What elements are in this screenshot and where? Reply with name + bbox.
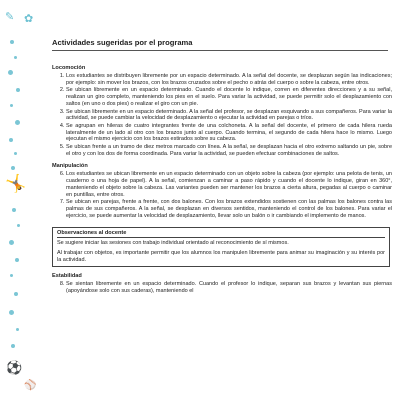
sidebar-dot	[10, 40, 14, 44]
list-item: 8. Se sientan libremente en un espacio determinado. Cuando el profesor lo indique, separan sus brazos y levantan sus piernas (apoyándose solo con sus caderas), manteniendo el	[66, 281, 392, 294]
sidebar-dot	[14, 56, 17, 59]
observations-box	[52, 227, 390, 267]
list-item: 5. Se ubican frente a un tramo de diez metros marcado con línea. A la señal, se desplazan hacia el otro extremo saltando un pie, sobre el otro y con los dos de forma coordinada. Para variar la actividad, se pueden efectuar combinaciones de saltos.	[66, 144, 392, 157]
document-page	[52, 38, 392, 296]
sidebar-dot	[12, 208, 16, 212]
child-figure-icon: 🤸	[5, 174, 27, 193]
observation-paragraph: Al trabajar con objetos, es importante permitir que los alumnos los manipulen libremente para animar su imaginación y su interés por la actividad.	[57, 250, 385, 263]
sidebar-icon-top-right: ✿	[24, 13, 34, 25]
sidebar-dot	[9, 310, 14, 315]
sidebar-dot	[9, 138, 13, 142]
sidebar-icon-top: ✎	[5, 11, 15, 23]
sidebar-dot	[16, 328, 19, 331]
sidebar-dot	[8, 70, 13, 75]
ball-icon: ⚽	[6, 360, 23, 375]
sidebar-dot	[14, 152, 17, 155]
observations-heading: Observaciones al docente	[57, 230, 385, 238]
list-item: 4. Se agrupan en hileras de cuatro integrantes frente de una colchoneta. A la señal del docente, el primero de cada hilera rueda lateralmente de un lado al otro con los brazos junto al cuerpo. Cuando termina, el segundo de cada hilera hace lo mismo. Luego ejecutan el mismo ejercicio con los brazos estirados sobre su cabeza.	[66, 123, 392, 143]
sidebar-dot	[15, 258, 19, 262]
locomocion-list	[52, 73, 392, 157]
sidebar-dot	[10, 274, 13, 277]
page-title: Actividades sugeridas por el programa	[52, 38, 193, 47]
observation-paragraph: Se sugiere iniciar las sesiones con trabajo individual orientado al reconocimiento de sí mismos.	[57, 240, 289, 247]
manipulacion-list	[52, 171, 392, 219]
sidebar-dot	[10, 104, 13, 107]
section-heading-manipulacion: Manipulación	[52, 163, 88, 170]
sidebar-dot	[11, 344, 15, 348]
list-item: 2. Se ubican libremente en un espacio determinado. Cuando el docente lo indique, corren en diferentes direcciones y a su señal, realizan un giro completo, manteniendo los pies en el suelo. Para variar la actividad, se puede permitir solo el desplazamiento con saltos (en uno o dos pies) o realizar el giro con un pie.	[66, 87, 392, 107]
sidebar-dot	[14, 292, 18, 296]
estabilidad-list	[52, 281, 392, 294]
sidebar-dot	[16, 88, 20, 92]
decorative-sidebar	[0, 0, 42, 400]
sidebar-dot	[15, 120, 20, 125]
list-item: 3. Se ubican libremente en un espacio determinado. A la señal del profesor, se desplazan esquivando a sus compañeros. Para variar la actividad, se puede cambiar la velocidad de desplazamiento o ejecutar la actividad en parejas o tríos.	[66, 109, 392, 122]
sidebar-dot	[9, 240, 14, 245]
sidebar-dot	[11, 166, 15, 170]
section-heading-locomocion: Locomoción	[52, 65, 86, 71]
section-heading-estabilidad: Estabilidad	[52, 273, 82, 280]
title-divider	[52, 50, 388, 51]
list-item: 6. Los estudiantes se ubican libremente en un espacio determinado con un objeto sobre la cabeza (por ejemplo: una pelota de tenis, un cuaderno o una hoja de papel). A la señal, comienzan a caminar a paso rápido y cuando el docente lo indique, giran en 360°, manteniendo el objeto sobre la cabeza. Las variantes pueden ser mantener los brazos a cierta altura, pegadas al cuerpo o caminar en puntillas, entre otros.	[66, 171, 392, 198]
ball-icon: ⚾	[24, 380, 37, 391]
sidebar-dot	[17, 224, 20, 227]
list-item: 1. Los estudiantes se distribuyen libremente por un espacio determinado. A la señal del docente, se desplazan según las indicaciones; por ejemplo: sin mover los brazos, con los brazos cruzados sobre el pecho o atrás del cuerpo o sobre la cabeza, entre otros.	[66, 73, 392, 86]
list-item: 7. Se ubican en parejas, frente a frente, con dos balones. Con los brazos extendidos sostienen con las palmas los balones contra las palmas de sus compañeros. A la señal, se desplazan en diversos sentidos, manteniendo el control de los balones. Para variar el ejercicio, se puede aumentar la velocidad de desplazamiento, llevar solo un balón o ir cambiando el implemento de manos.	[66, 199, 392, 219]
